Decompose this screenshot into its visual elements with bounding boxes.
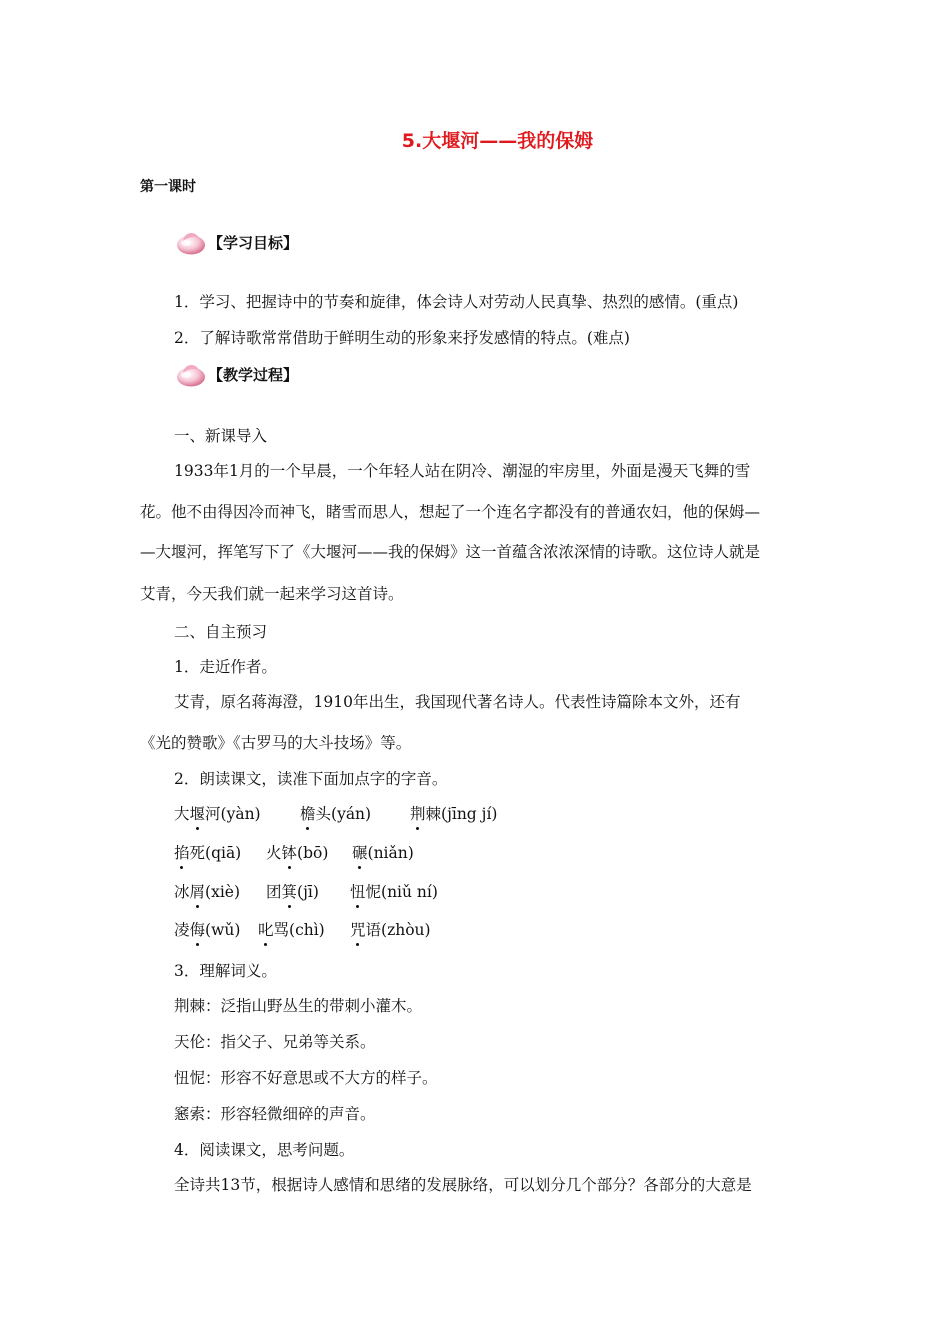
pinyin-word: 火钵(bō) <box>266 844 329 862</box>
pinyin-word: 咒语(zhòu) <box>350 921 431 939</box>
pinyin-row <box>174 880 438 902</box>
author-line: 艾青，原名蒋海澄，1910年出生，我国现代著名诗人。代表性诗篇除本文外，还有 <box>174 693 741 711</box>
pinyin-word: 碾(niǎn) <box>352 844 414 862</box>
pinyin-word: 叱骂(chì) <box>258 921 325 939</box>
pinyin-word: 掐死(qiā) <box>174 844 242 862</box>
page-title: 5.大堰河——我的保姆 <box>401 130 594 152</box>
section-label-process: 【教学过程】 <box>208 366 299 384</box>
pinyin-word: 大堰河(yàn) <box>174 805 261 823</box>
preview-item: 1．走近作者。 <box>174 658 277 676</box>
preview-item: 4．阅读课文，思考问题。 <box>174 1141 355 1159</box>
preview-item: 2．朗读课文，读准下面加点字的字音。 <box>174 770 448 788</box>
goal-line: 2．了解诗歌常常借助于鲜明生动的形象来抒发感情的特点。(难点) <box>174 329 630 347</box>
intro-line: 艾青，今天我们就一起来学习这首诗。 <box>140 585 404 603</box>
author-line: 《光的赞歌》《古罗马的大斗技场》等。 <box>140 734 412 752</box>
definition-line: 天伦：指父子、兄弟等关系。 <box>174 1033 376 1051</box>
pinyin-word: 团箕(jī) <box>266 883 319 901</box>
section-label-goals: 【学习目标】 <box>208 234 299 252</box>
definition-line: 荆棘：泛指山野丛生的带刺小灌木。 <box>174 997 423 1015</box>
pinyin-word: 忸怩(niǔ ní) <box>350 883 438 901</box>
pinyin-row <box>174 802 497 824</box>
peach-icon <box>174 358 208 388</box>
pinyin-word: 荆棘(jīng jí) <box>410 805 498 823</box>
goal-line: 1．学习、把握诗中的节奏和旋律，体会诗人对劳动人民真挚、热烈的感情。(重点) <box>174 293 739 311</box>
pinyin-word: 冰屑(xiè) <box>174 883 240 901</box>
question-line: 全诗共13节，根据诗人感情和思绪的发展脉络，可以划分几个部分？各部分的大意是 <box>174 1176 752 1194</box>
lesson-label: 第一课时 <box>140 179 196 195</box>
definition-line: 窸索：形容轻微细碎的声音。 <box>174 1105 376 1123</box>
intro-heading: 一、新课导入 <box>174 427 268 445</box>
definition-line: 忸怩：形容不好意思或不大方的样子。 <box>174 1069 438 1087</box>
peach-icon <box>174 226 208 256</box>
preview-item: 3．理解词义。 <box>174 962 277 980</box>
intro-line: 花。他不由得因冷而神飞，睹雪而思人，想起了一个连名字都没有的普通农妇，他的保姆— <box>140 503 761 521</box>
intro-line: 1933年1月的一个早晨，一个年轻人站在阴冷、潮湿的牢房里，外面是漫天飞舞的雪 <box>174 462 751 480</box>
pinyin-row <box>174 918 431 940</box>
pinyin-row <box>174 841 414 863</box>
intro-line: —大堰河，挥笔写下了《大堰河——我的保姆》这一首蕴含浓浓深情的诗歌。这位诗人就是 <box>140 543 761 561</box>
preview-heading: 二、自主预习 <box>174 623 268 641</box>
pinyin-word: 凌侮(wǔ) <box>174 921 241 939</box>
pinyin-word: 檐头(yán) <box>300 805 372 823</box>
